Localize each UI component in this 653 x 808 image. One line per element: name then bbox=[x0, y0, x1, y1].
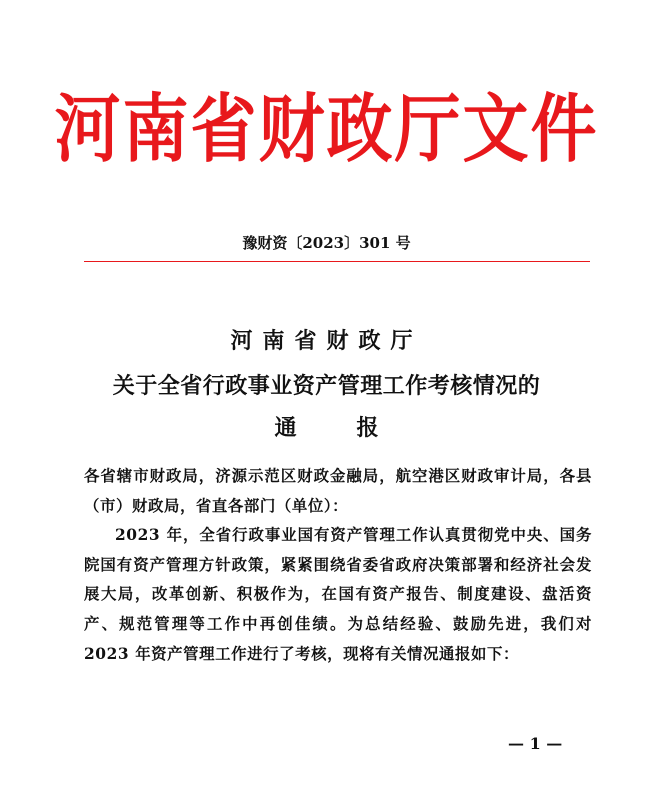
page-number: — 1 — bbox=[508, 734, 563, 753]
body-paragraph-1: 2023 年，全省行政事业国有资产管理工作认真贯彻党中央、国务院国有资产管理方针政策，紧紧围绕省委省政府决策部署和经济社会发展大局，改革创新、积极作为，在国有资产报告、制度建设、盘活资产、规范管理等工作中再创佳绩。为总结经验、鼓励先进，我们对 2023 年资产管理工作进行了考核，现将有关情况通报如下： bbox=[84, 526, 592, 663]
document-masthead: 河南省财政厅文件 bbox=[54, 85, 599, 173]
title-type-char-1: 通 bbox=[274, 415, 297, 441]
title-subject: 关于全省行政事业资产管理工作考核情况的 bbox=[112, 373, 541, 399]
title-type bbox=[0, 411, 653, 442]
red-divider-line bbox=[84, 261, 590, 262]
title-issuer: 河南省财政厅 bbox=[230, 328, 423, 354]
document-number: 豫财资〔2023〕301 号 bbox=[242, 234, 411, 252]
document-body bbox=[84, 462, 592, 669]
salutation: 各省辖市财政局，济源示范区财政金融局，航空港区财政审计局，各县（市）财政局，省直各部门（单位）： bbox=[84, 467, 592, 515]
title-type-char-2: 报 bbox=[356, 415, 379, 441]
